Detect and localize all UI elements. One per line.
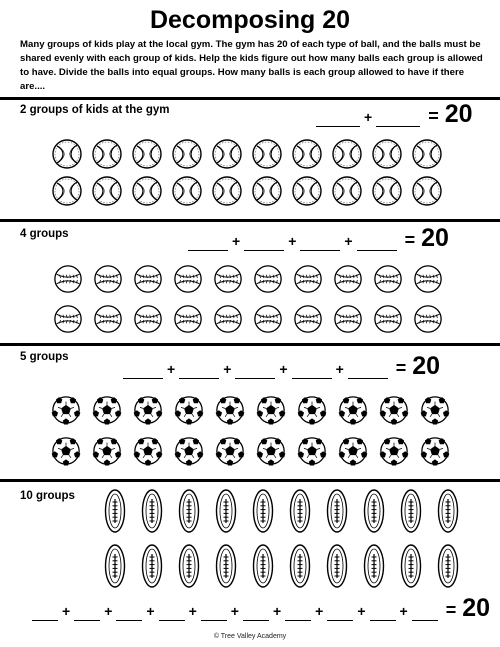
section-label: 10 groups: [20, 490, 75, 502]
equals-sign: =: [428, 106, 439, 126]
section-divider: [0, 97, 500, 100]
football-icon: [178, 543, 200, 589]
answer-blank[interactable]: [159, 606, 185, 621]
tennis-ball-icon: [171, 175, 203, 207]
answer-blank[interactable]: [412, 606, 438, 621]
soccer-ball-icon: [51, 436, 81, 466]
baseball-icon: [253, 304, 283, 334]
tennis-ball-icon: [51, 175, 83, 207]
plus-sign: +: [188, 603, 197, 619]
ball-row: [0, 434, 500, 468]
plus-sign: +: [167, 361, 176, 377]
instructions: Many groups of kids play at the local gym. The gym has 20 of each type of ball, and the balls must be shared evenly with each group of kids. Help the kids figure out how many balls each group is allowed to have. Divide the balls into equal groups. How many balls is each group allowed to have if there are....: [20, 39, 483, 92]
plus-sign: +: [232, 233, 241, 249]
soccer-ball-icon: [215, 436, 245, 466]
soccer-ball-icon: [174, 436, 204, 466]
baseball-icon: [133, 264, 163, 294]
soccer-ball-icon: [215, 395, 245, 425]
baseball-icon: [413, 304, 443, 334]
equals-sign: =: [404, 230, 416, 250]
answer-blank[interactable]: [179, 364, 219, 379]
equation-total: 20: [462, 594, 491, 622]
soccer-ball-icon: [297, 395, 327, 425]
baseball-icon: [133, 304, 163, 334]
soccer-ball-icon: [133, 395, 163, 425]
football-icon: [104, 543, 126, 589]
plus-sign: +: [230, 603, 239, 619]
soccer-ball-icon: [51, 395, 81, 425]
tennis-ball-icon: [371, 138, 403, 170]
plus-sign: +: [288, 233, 297, 249]
addition-equation: [316, 102, 473, 127]
football-icon: [252, 543, 274, 589]
football-icon: [437, 488, 459, 534]
section-label: 4 groups: [20, 228, 69, 240]
baseball-icon: [293, 304, 323, 334]
soccer-ball-icon: [256, 395, 286, 425]
baseball-icon: [253, 264, 283, 294]
soccer-ball-icon: [256, 436, 286, 466]
tennis-ball-icon: [411, 138, 443, 170]
football-icon: [141, 543, 163, 589]
football-icon: [289, 543, 311, 589]
soccer-ball-icon: [338, 436, 368, 466]
football-icon: [326, 543, 348, 589]
baseball-icon: [333, 304, 363, 334]
baseball-icon: [333, 264, 363, 294]
football-icon: [104, 488, 126, 534]
baseball-icon: [293, 264, 323, 294]
baseball-icon: [213, 304, 243, 334]
football-icon: [400, 543, 422, 589]
equals-sign: =: [445, 600, 457, 620]
answer-blank[interactable]: [376, 112, 420, 127]
answer-blank[interactable]: [370, 606, 396, 621]
page-title: Decomposing 20: [149, 6, 351, 34]
ball-row: [0, 137, 500, 171]
ball-row: [0, 487, 500, 535]
tennis-ball-icon: [411, 175, 443, 207]
equals-sign: =: [395, 358, 407, 378]
answer-blank[interactable]: [32, 606, 58, 621]
football-icon: [252, 488, 274, 534]
answer-blank[interactable]: [285, 606, 311, 621]
baseball-icon: [93, 304, 123, 334]
football-icon: [363, 543, 385, 589]
section-label: 2 groups of kids at the gym: [20, 104, 170, 116]
baseball-icon: [373, 304, 403, 334]
plus-sign: +: [315, 603, 324, 619]
football-icon: [215, 543, 237, 589]
tennis-ball-icon: [51, 138, 83, 170]
tennis-ball-icon: [91, 138, 123, 170]
addition-equation: [123, 354, 440, 379]
football-icon: [437, 543, 459, 589]
plus-sign: +: [344, 233, 353, 249]
ball-row: [0, 302, 500, 336]
baseball-icon: [413, 264, 443, 294]
tennis-ball-icon: [331, 138, 363, 170]
football-icon: [215, 488, 237, 534]
tennis-ball-icon: [91, 175, 123, 207]
soccer-ball-icon: [420, 395, 450, 425]
answer-blank[interactable]: [235, 364, 275, 379]
football-icon: [289, 488, 311, 534]
baseball-icon: [53, 264, 83, 294]
answer-blank[interactable]: [348, 364, 388, 379]
section-divider: [0, 219, 500, 222]
tennis-ball-icon: [371, 175, 403, 207]
plus-sign: +: [364, 109, 373, 125]
addition-equation: [188, 226, 449, 251]
soccer-ball-icon: [379, 436, 409, 466]
answer-blank[interactable]: [327, 606, 353, 621]
soccer-ball-icon: [379, 395, 409, 425]
plus-sign: +: [272, 603, 282, 619]
baseball-icon: [173, 304, 203, 334]
plus-sign: +: [62, 603, 71, 619]
tennis-ball-icon: [211, 138, 243, 170]
baseball-icon: [213, 264, 243, 294]
soccer-ball-icon: [338, 395, 368, 425]
plus-sign: +: [223, 361, 232, 377]
addition-equation: [32, 596, 490, 621]
tennis-ball-icon: [211, 175, 243, 207]
answer-blank[interactable]: [116, 606, 142, 621]
plus-sign: +: [104, 603, 113, 619]
plus-sign: +: [279, 361, 288, 377]
soccer-ball-icon: [297, 436, 327, 466]
section-divider: [0, 479, 500, 482]
soccer-ball-icon: [133, 436, 163, 466]
answer-blank[interactable]: [123, 364, 163, 379]
tennis-ball-icon: [251, 175, 283, 207]
section-divider: [0, 343, 500, 346]
football-icon: [400, 488, 422, 534]
answer-blank[interactable]: [357, 236, 397, 251]
answer-blank[interactable]: [300, 236, 340, 251]
plus-sign: +: [335, 361, 344, 377]
baseball-icon: [93, 264, 123, 294]
ball-row: [0, 174, 500, 208]
answer-blank[interactable]: [316, 112, 360, 127]
answer-blank[interactable]: [74, 606, 100, 621]
equation-total: 20: [444, 100, 473, 128]
ball-row: [0, 542, 500, 590]
baseball-icon: [53, 304, 83, 334]
tennis-ball-icon: [291, 138, 323, 170]
tennis-ball-icon: [251, 138, 283, 170]
tennis-ball-icon: [131, 138, 163, 170]
answer-blank[interactable]: [201, 606, 227, 621]
answer-blank[interactable]: [292, 364, 332, 379]
baseball-icon: [373, 264, 403, 294]
tennis-ball-icon: [291, 175, 323, 207]
tennis-ball-icon: [131, 175, 163, 207]
footer-credit: © Tree Valley Academy: [213, 633, 287, 640]
soccer-ball-icon: [420, 436, 450, 466]
football-icon: [363, 488, 385, 534]
tennis-ball-icon: [331, 175, 363, 207]
ball-row: [0, 262, 500, 296]
soccer-ball-icon: [92, 395, 122, 425]
plus-sign: +: [399, 603, 408, 619]
football-icon: [326, 488, 348, 534]
answer-blank[interactable]: [243, 606, 269, 621]
plus-sign: +: [146, 603, 155, 619]
football-icon: [178, 488, 200, 534]
plus-sign: +: [357, 603, 366, 619]
section-label: 5 groups: [20, 351, 69, 363]
tennis-ball-icon: [171, 138, 203, 170]
equation-total: 20: [412, 352, 441, 380]
football-icon: [141, 488, 163, 534]
ball-row: [0, 393, 500, 427]
baseball-icon: [173, 264, 203, 294]
answer-blank[interactable]: [188, 236, 228, 251]
answer-blank[interactable]: [244, 236, 284, 251]
equation-total: 20: [421, 224, 449, 252]
soccer-ball-icon: [174, 395, 204, 425]
soccer-ball-icon: [92, 436, 122, 466]
